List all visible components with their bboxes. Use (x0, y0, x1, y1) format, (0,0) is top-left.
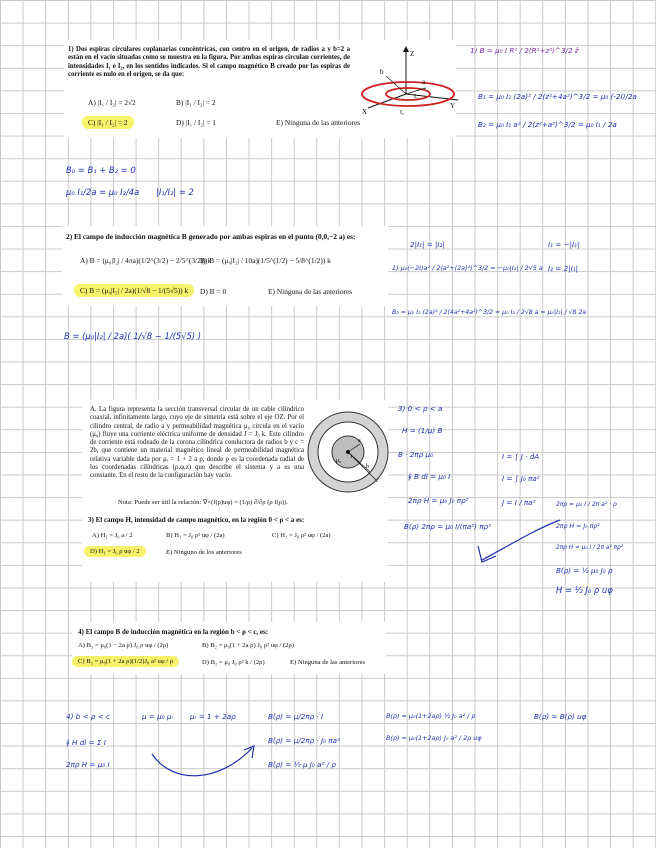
p4-option-e[interactable]: E) Ninguna de las anteriores (290, 659, 366, 666)
p3-note-13: B(ρ) = ½ μ₀ J₀ ρ (556, 566, 613, 575)
problem3-q3: 3) El campo H, intensidad de campo magnético, en la región 0 < ρ < a es: (88, 516, 305, 524)
p2-note-right-4: I₂ = 2|I₁| (548, 264, 579, 273)
p1-note-below-2: μ₀ I₁/2a = μ₀ I₂/4a (66, 187, 140, 197)
p3-note-5: I = ∫ J · dA (502, 452, 540, 461)
cable-label-j: J (350, 454, 353, 460)
p2-note-right-1: 2|I₁| = |I₂| (410, 240, 445, 249)
figure-label-i1: I₁ (414, 94, 419, 100)
figure-label-a: a (422, 78, 426, 86)
p4-note-3: μᵣ = 1 + 2aρ (190, 712, 236, 721)
coaxial-cable-figure (306, 410, 390, 494)
p4-option-b[interactable]: B) B₂ = μ₀(1 + 2a ρ) J₀ ρ² uφ / (2ρ) (202, 642, 294, 649)
cable-label-c: c (376, 478, 379, 484)
p3-note-11: 2πρ = μ₀ I / 2π a² · ρ (556, 501, 617, 508)
p1-option-b[interactable]: B) |I₁ / I₂| = 2 (176, 98, 216, 107)
p1-option-d[interactable]: D) |I₁ / I₂| = 1 (176, 118, 216, 127)
p1-note-below-1: B₀ = B₁ + B₂ = 0 (66, 165, 136, 175)
problem2-text: 2) El campo de inducción magnética B generado por ambas espiras en el punto (0,0,−2 a) es: (66, 232, 356, 241)
p4-note-6: B(ρ) = μ/2πρ · I (268, 712, 324, 721)
p4-note-7: B(ρ) = μ/2πρ · J₀ πa² (268, 736, 340, 745)
p3-option-e[interactable]: E) Ninguno de los anteriores (166, 549, 242, 556)
cable-label-mu0: μ₀ (336, 458, 342, 464)
p2-note-right-5: B₂ = μ₀ I₂ (2a)² / 2(4a²+4a²)^3/2 = μ₀ I₂ / 2√8 a = μ₀|I₂| / √8 2a (392, 309, 587, 316)
p3-note-4: ∮ B dl = μ₀ I (408, 472, 451, 481)
figure-label-b: b (380, 68, 384, 76)
p4-option-d[interactable]: D) B₂ = μ₀ J₀ ρ² k / (2ρ) (202, 659, 265, 666)
p3-option-b[interactable]: B) H₁ = J₀ ρ² uφ / (2a) (166, 532, 225, 539)
p1-option-c[interactable]: C) |I₁ / I₂| = 2 (82, 116, 134, 129)
p2-option-a[interactable]: A) B = (μ₀|I₂| / 4πa)(1/2^(3/2) − 2/5^(3/2)) k (80, 256, 212, 265)
p1-note-below-3: |I₁/I₂| = 2 (156, 187, 194, 197)
p3-note-9: B(ρ) 2πρ = μ₀ I/(πa²) πρ² (404, 522, 491, 531)
p1-option-a[interactable]: A) |I₁ / I₂| = 2√2 (88, 98, 136, 107)
p1-note-right-3: B₂ = μ₀ I₁ a² / 2(z²+a²)^3/2 = μ₀ I₁ / 2a (478, 120, 617, 129)
p3-note-14: H = ½ J₀ ρ uφ (556, 585, 613, 595)
p4-arrow-sketch (148, 744, 258, 784)
p4-note-9: B(ρ) = μ₀(1+2aρ) ½ J₀ a² / ρ (386, 712, 476, 720)
p3-option-a[interactable]: A) H₁ = J₀ a / 2 (92, 532, 133, 539)
p3-arrow-sketch (478, 516, 568, 566)
p4-note-8: B(ρ) = ½ μ J₀ a² / ρ (268, 760, 336, 769)
p2-option-c[interactable]: C) B = (μ₀|I₂| / 2a)(1/√8 − 1/(5√5)) k (74, 284, 194, 297)
cable-label-b: b (366, 464, 369, 470)
p3-note-8: J = I / πa² (502, 498, 536, 507)
p1-note-right-1: 1) B = μ₀ I R² / 2(R²+z²)^3/2 ẑ (470, 46, 579, 55)
problem1-text: 1) Dos espiras circulares coplanarias concéntricas, con centro en el origen, de radios a y b=2 a están en el vacío situadas como se muestra en la figura. Por ambas espiras circulan corrientes, de intensidades I₁ e I₂, en los sentidos indicados. Si el campo magnético B creado por las espiras de corriente es nulo en el origen, se da que: (68, 46, 350, 78)
p3-note-10: 2πρ H = J₀ πρ² (556, 523, 600, 530)
p2-option-d[interactable]: D) B = 0 (200, 287, 227, 296)
p3-option-c[interactable]: C) H₁ = J₀ ρ² uφ / (2a) (272, 532, 331, 539)
coaxial-loops-figure (350, 46, 460, 116)
p3-note-6: I = ∫ J₀ πa² (502, 474, 540, 483)
p4-note-5: 2πρ H = μ₀ I (66, 760, 110, 769)
p4-note-2: μ = μ₀ μᵣ (142, 712, 174, 721)
figure-label-i2: I₂ (400, 110, 405, 116)
problem4-q: 4) El campo B de inducción magnética en la región b < ρ < c, es: (78, 628, 269, 636)
p1-option-e[interactable]: E) Ninguna de las anteriores (276, 118, 361, 127)
p1-note-right-2: B₁ = μ₀ I₁ (2a)² / 2(z²+4a²)^3/2 = μ₀ (-2I)/2a (478, 92, 637, 101)
p4-note-1: 4) b < ρ < c (66, 712, 110, 721)
figure-label-y: Y (450, 102, 456, 110)
p3-note-1: 3) 0 < ρ < a (398, 404, 443, 413)
p3-note-2: H = (1/μ) B (402, 426, 443, 435)
p2-note-right-3: 1) μ₀(−2I)a² / 2(a²+(2a)²)^3/2 = −μ₀|I₂| / 2√5 a (392, 264, 543, 272)
p4-note-10: B(ρ) = μ₀(1+2aρ) J₀ a² / 2ρ uφ (386, 734, 482, 742)
p4-option-a[interactable]: A) B₂ = μ₀(1 − 2a ρ) J₀ ρ uφ / (2ρ) (78, 642, 169, 649)
p4-note-11: B(ρ) = B(ρ) uφ (534, 712, 587, 721)
figure-label-x: X (362, 108, 368, 116)
p4-note-4: ∮ H dl = Σ I (66, 738, 106, 747)
p2-note-left: B = (μ₀|I₂| / 2a)( 1/√8 − 1/(5√5) ) (64, 331, 202, 341)
p2-option-b[interactable]: B) B = (μ₀|I₂| / 10a)(1/5^(1/2) − 5/8^(1/2)) k (200, 256, 331, 265)
problem3-intro: A. La figura representa la sección transversal circular de un cable cilíndrico coaxial, infinitamente largo, cuyo eje de simetría está sobre el eje OZ. Por el cilindro central, de radio a y permeabilidad magnética μ₀ circula en el vacío (μ₀) fluye una corriente eléctrica uniforme de densidad J = J₀ k. Este cilindro de corriente está rodeado de la corona cilíndrica conductora de radios b y c = 2b, que contiene un material magnético lineal de permeabilidad magnética relativa variable dada por μᵣ = 1 + 2 a ρ, donde ρ es la coordenada radial de los coordenadas cilíndricas (ρ,φ,z) que describe el sistema y a es una constante. En el resto de la configuración hay vacío. (90, 406, 304, 480)
p2-option-e[interactable]: E) Ninguna de las anteriores (268, 287, 353, 296)
figure-label-z: Z (410, 50, 415, 58)
p3-note-12: 2πρ H = μ₀ I / 2π a² πρ² (556, 545, 624, 551)
p2-note-right-2: I₁ = −|I₁| (548, 240, 580, 249)
p3-option-d[interactable]: D) H₁ = J₀ ρ uφ / 2 (84, 546, 146, 557)
p4-option-c[interactable]: C) B₂ = μ₀(1 + 2a ρ)(1/2)J₀ a² uφ / ρ (72, 656, 179, 667)
cable-label-a: a (358, 438, 361, 444)
p3-note-7: 2πρ H = μ₀ J₀ πρ² (408, 496, 469, 505)
problem3-note: Nota: Puede ser útil la relación: ∇×(f(ρ)uφ) = (1/ρ) ∂/∂ρ (ρ f(ρ)). (118, 499, 289, 506)
p3-note-3: B · 2πρ μ₀ (398, 450, 433, 459)
